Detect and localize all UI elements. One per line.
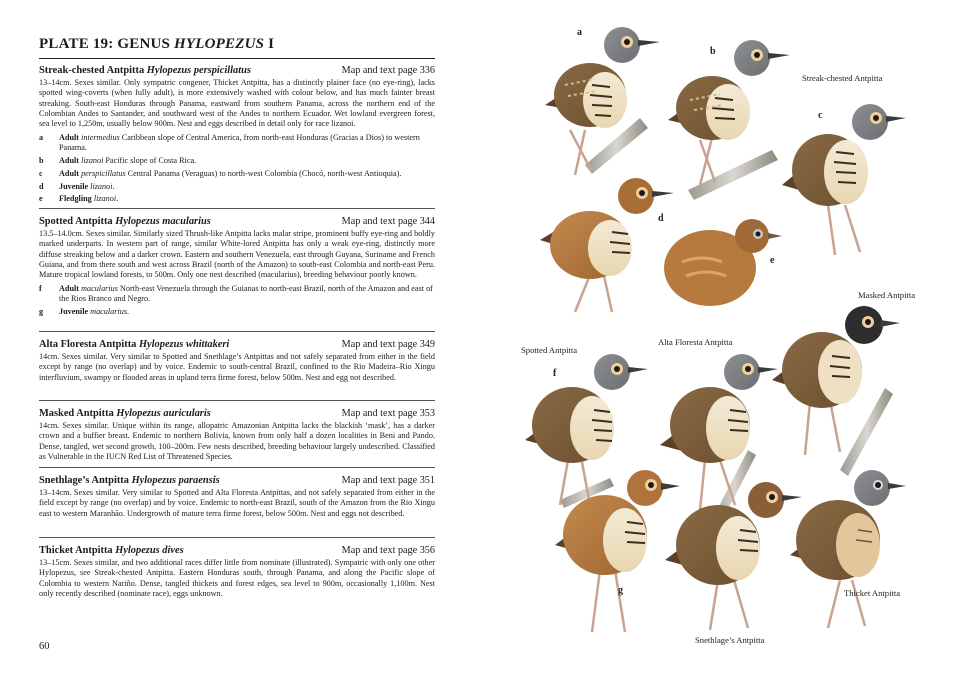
- species-entry-thicket: [39, 544, 435, 599]
- species-description: 13–15cm. Sexes similar, and two additional races differ little from nominate (illustrated). Sympatric with only one other Hylopezus, see Streak-chested Antpitta. Eastern Honduras south, through Panama, and along the Pacific slope of Colombia to western Nariño. Dense, tangled thickets and forest edges, sea level to 900m, occasionally 1,100m. Nest only recently described (nominate race), eggs unknown.: [39, 558, 435, 599]
- bird-d: [540, 178, 674, 312]
- race-item: a Adult intermedius Caribbean slope of Central America, from north-east Honduras (Gracias a Dios) to western Panama.: [39, 132, 420, 153]
- caption-spotted: Spotted Antpitta: [521, 345, 578, 355]
- map-reference: Map and text page 349: [341, 339, 435, 350]
- bird-masked: [772, 306, 900, 455]
- divider: [39, 331, 435, 332]
- bird-c: [782, 104, 906, 255]
- map-reference: Map and text page 356: [341, 545, 435, 556]
- illustration-page: [480, 0, 960, 678]
- race-item: e Fledgling lizanoi.: [39, 194, 119, 204]
- caption-snethlage: Snethlage’s Antpitta: [695, 635, 765, 645]
- plate-title-suffix: I: [264, 36, 275, 52]
- species-name: Snethlage’s Antpitta Hylopezus paraensis: [39, 475, 220, 486]
- divider: [39, 537, 435, 538]
- map-reference: Map and text page 353: [341, 408, 435, 419]
- race-item: c Adult perspicillatus Central Panama (Veraguas) to north-west Colombia (Chocó, north-west Antioquia).: [39, 168, 402, 178]
- bird-e: [664, 219, 782, 306]
- species-description: 13–14cm. Sexes similar. Very similar to Spotted and Alta Floresta Antpittas, and not safely separated from either in the field except by range (no overlap) and by voice. Endemic to north-east Brazil, south of the Amazon from the Rio Xingu east to western Maranhão. Undergrowth of mature terra firme forest, below 500m. Nest and eggs not described.: [39, 488, 435, 518]
- plate-title-prefix: PLATE 19: GENUS: [39, 36, 175, 52]
- divider: [39, 467, 435, 468]
- map-reference: Map and text page 336: [341, 65, 435, 76]
- species-entry-streak-chested: [39, 64, 435, 205]
- plate-letter-g: g: [618, 585, 623, 596]
- species-name: Masked Antpitta Hylopezus auricularis: [39, 408, 211, 419]
- plate-letter-a: a: [577, 27, 582, 38]
- species-entry-snethlage: [39, 474, 435, 519]
- plate-letter-c: c: [818, 110, 823, 121]
- plate-letter-e: e: [770, 255, 775, 266]
- caption-thicket: Thicket Antpitta: [844, 588, 901, 598]
- species-entry-alta-floresta: [39, 338, 435, 383]
- plate-title: [39, 36, 435, 59]
- bird-b: [668, 40, 790, 185]
- plate-title-genus: HYLOPEZUS: [174, 36, 265, 52]
- caption-alta-floresta: Alta Floresta Antpitta: [658, 337, 733, 347]
- race-item: g Juvenile macularius.: [39, 306, 130, 316]
- divider: [39, 208, 435, 209]
- caption-streak-chested: Streak-chested Antpitta: [802, 73, 883, 83]
- species-description: 13–14cm. Sexes similar. Only sympatric congener, Thicket Antpitta, has a distinctly plainer face (no eye-ring), lacks spotted wing-coverts (when fully adult), is more extensively washed with colour below, and has much fainter breast streaking. South-east Honduras through Panama, eastward from southern Panama, across the northern end of the Colombian Andes to Santander, and southward west of the Andes to northern Ecuador. Wet lowland evergreen forest, sea level to 1,250m, usually below 900m. Nest and eggs described in detail only for race lizanoi.: [39, 78, 435, 129]
- divider: [39, 400, 435, 401]
- plate-letter-d: d: [658, 213, 664, 224]
- species-entry-spotted: [39, 215, 435, 317]
- map-reference: Map and text page 344: [341, 216, 435, 227]
- plate-letter-f: f: [553, 368, 557, 379]
- bird-thicket: [790, 470, 906, 628]
- plate-letter-b: b: [710, 46, 716, 57]
- map-reference: Map and text page 351: [341, 475, 435, 486]
- species-name: Thicket Antpitta Hylopezus dives: [39, 545, 184, 556]
- species-description: 14cm. Sexes similar. Unique within its range, allopatric Amazonian Antpitta lacks the blackish ‘mask’, has a darker crown and a buffier breast. Endemic to northern Bolivia, known from only half a dozen localities in Beni and Pando. Dense, tangled, wet second growth, 100–200m. Few nests described, breeding behaviour largely undescribed. Classified as Vulnerable in the IUCN Red List of Threatened Species.: [39, 421, 435, 462]
- species-name: Streak-chested Antpitta Hylopezus perspicillatus: [39, 65, 251, 76]
- race-item: b Adult lizanoi Pacific slope of Costa Rica.: [39, 155, 197, 165]
- species-name: Alta Floresta Antpitta Hylopezus whittakeri: [39, 339, 230, 350]
- race-item: d Juvenile lizanoi.: [39, 181, 115, 191]
- species-description: 14cm. Sexes similar. Very similar to Spotted and Snethlage’s Antpittas and not safely separated from either in the field except by range (no overlap) and by voice. Endemic to south-central Brazil, confined to the Rio Madeira–Rio Xingu interfluvium, swampy or flooded areas in upland terra firme forest, below 500m. Nest and egg not described.: [39, 352, 435, 382]
- species-description: 13.5–14.0cm. Sexes similar. Similarly sized Thrush-like Antpitta lacks malar stripe, prominent buffy eye-ring and boldly marked underparts. In western part of range, similar White-lored Antpitta has only a weak eye-ring, distinctly more diffuse streaking below and a darker crown. Eastern and southern Venezuela, east through Guyana, Suriname and French Guiana, and from there south and west across Brazil (north of the Amazon) to south-east Colombia and north-east Peru. Mature tropical lowland forests, to 500m. Only one nest described (macularius), breeding behaviour poorly known.: [39, 229, 435, 280]
- caption-masked: Masked Antpitta: [858, 290, 916, 300]
- species-name: Spotted Antpitta Hylopezus macularius: [39, 216, 211, 227]
- race-item: f Adult macularius North-east Venezuela through the Guianas to north-east Brazil, north of the Amazon and east of the Rios Branco and Negro.: [39, 283, 433, 304]
- page-number: 60: [39, 641, 50, 652]
- species-entry-masked: [39, 407, 435, 462]
